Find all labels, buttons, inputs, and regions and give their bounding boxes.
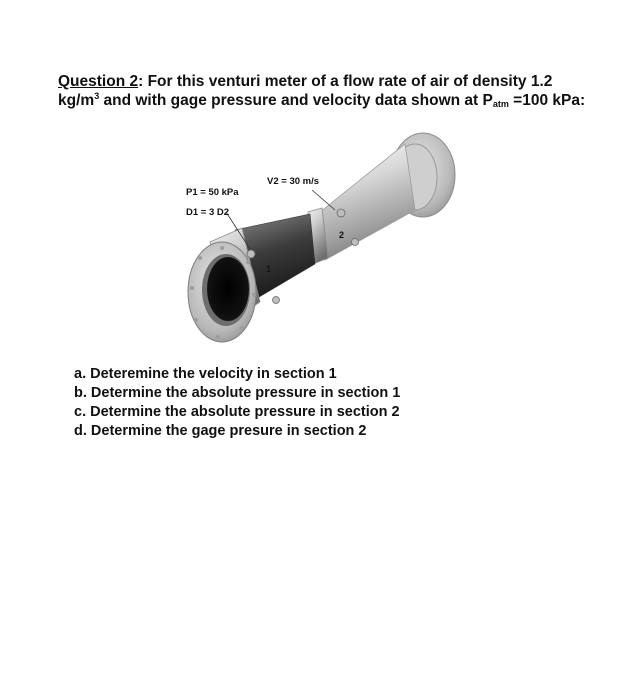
atm-subscript: atm (492, 99, 509, 109)
question-line-2-text: and with gage pressure and velocity data shown at P (99, 92, 493, 109)
diffuser-cone (320, 144, 415, 260)
pressure-tap-1 (247, 250, 255, 258)
density-unit: kg/m (58, 92, 95, 109)
density-unit-exponent: 3 (94, 91, 100, 101)
venturi-meter-illustration (150, 130, 480, 360)
task-b: b. Determine the absolute pressure in section 1 (74, 385, 401, 401)
pressure-tap-2 (337, 209, 345, 217)
task-d: d. Determine the gage presure in section 2 (74, 423, 367, 439)
venturi-meter-figure (150, 130, 480, 360)
task-a: a. Deteremine the velocity in section 1 (74, 366, 337, 382)
section-1-marker: 1 (266, 264, 272, 274)
task-c: c. Determine the absolute pressure in section 2 (74, 404, 400, 420)
section-2-marker: 2 (339, 230, 345, 240)
atm-pressure-value: =100 kPa: (508, 92, 586, 109)
question-line-1 (58, 72, 618, 91)
pressure-tap-bottom-2 (352, 239, 359, 246)
question-text (58, 72, 618, 110)
question-line-1-text: : For this venturi meter of a flow rate of air of density 1.2 (138, 73, 553, 90)
d1-label: D1 = 3 D2 (186, 207, 230, 218)
v2-leader-line (312, 190, 335, 210)
question-line-2 (58, 91, 618, 110)
inlet-flange (188, 242, 256, 342)
v2-label: V2 = 30 m/s (267, 176, 320, 187)
p1-label: P1 = 50 kPa (186, 187, 239, 198)
task-list (74, 365, 400, 441)
question-label: Question 2 (58, 73, 139, 90)
pressure-tap-bottom-1 (273, 297, 280, 304)
